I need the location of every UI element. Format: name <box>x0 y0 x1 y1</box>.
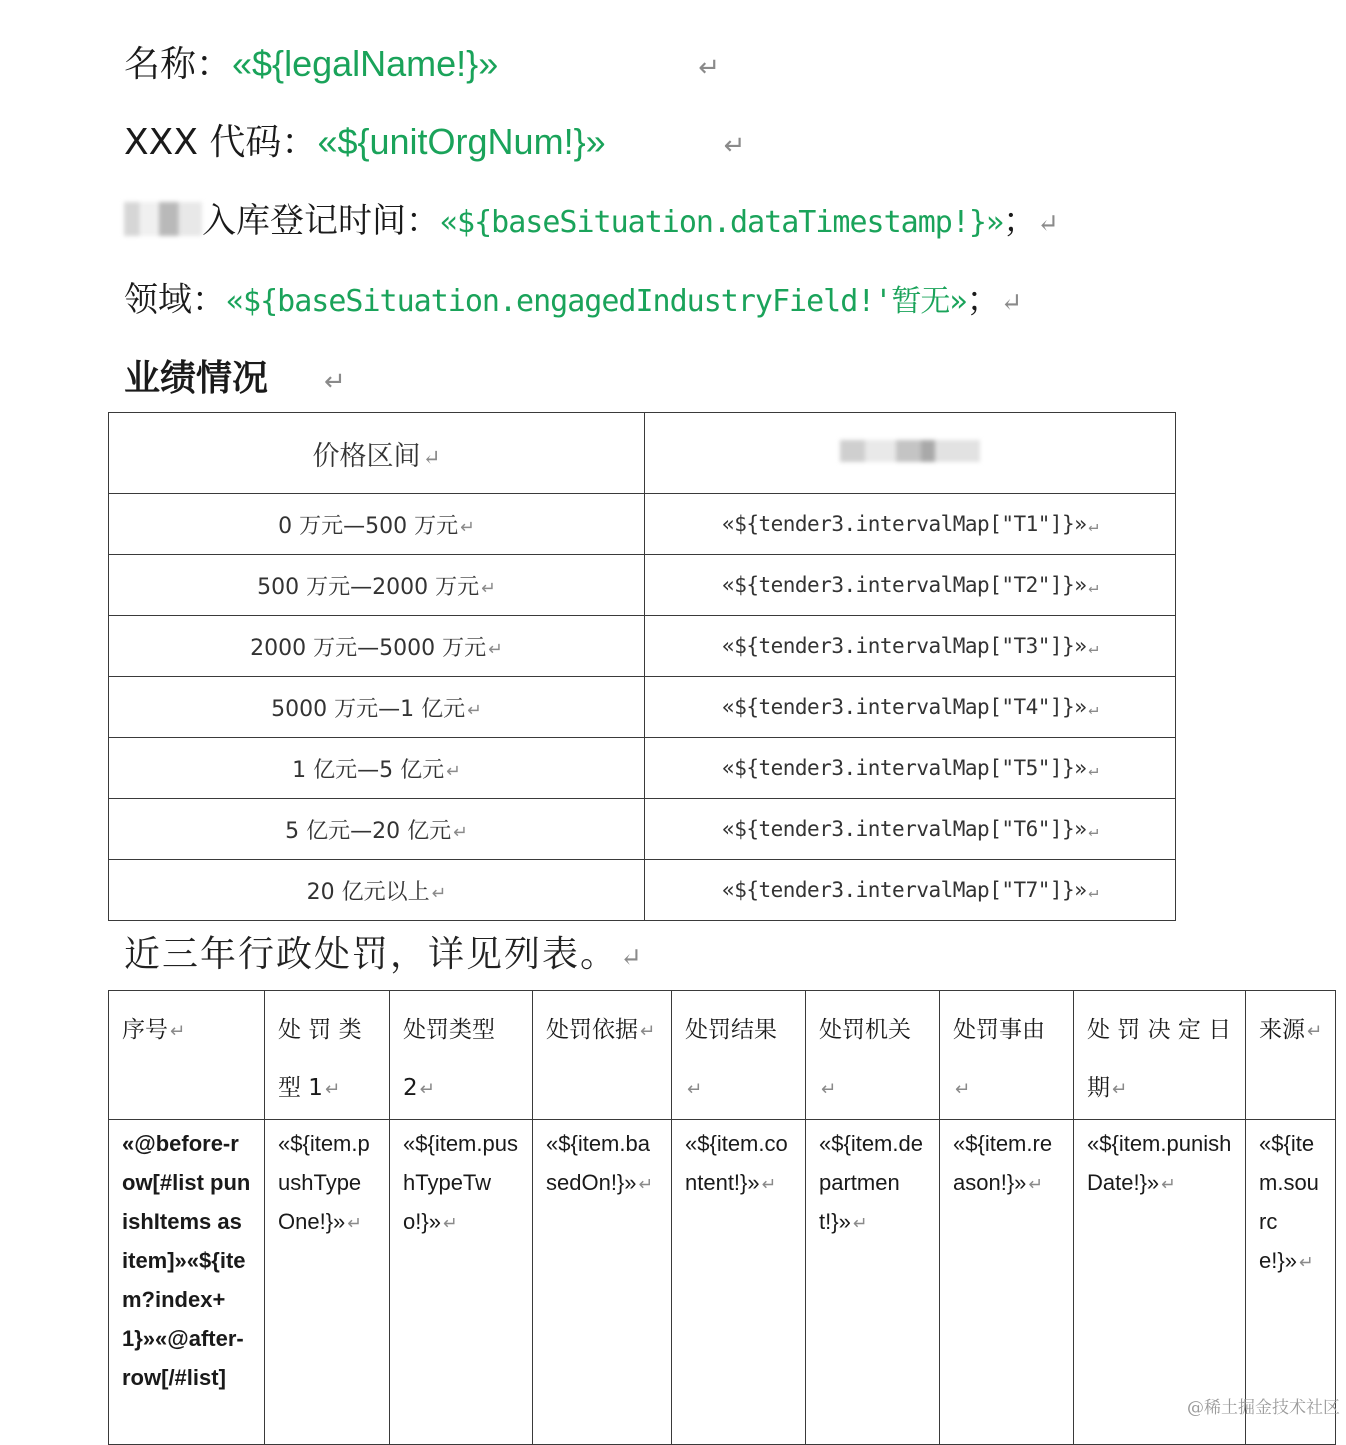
value-cell <box>645 738 1176 799</box>
intro-text: 近三年行政处罚，详见列表。 <box>124 934 619 975</box>
field-suffix: ； <box>1003 201 1038 241</box>
paragraph-mark-icon: ↵ <box>1088 637 1098 657</box>
performance-table <box>108 412 1176 921</box>
header-text: 处罚结果 <box>685 1017 777 1043</box>
paragraph-mark-icon: ↵ <box>1028 1174 1044 1194</box>
paragraph-mark-icon: ↵ <box>698 53 721 83</box>
field-label: XXX 代码： <box>124 122 318 163</box>
template-cell <box>672 1120 806 1445</box>
paragraph-mark-icon: ↵ <box>620 943 644 973</box>
template-placeholder: «${tender3.intervalMap["T6"]}» <box>722 817 1087 841</box>
paragraph-mark-icon: ↵ <box>761 1174 777 1194</box>
template-cell <box>109 1120 265 1445</box>
range-text: 0 万元—500 万元 <box>278 513 459 539</box>
header-price-range <box>109 413 645 494</box>
table-row <box>109 616 1176 677</box>
paragraph-mark-icon: ↵ <box>1000 288 1023 318</box>
template-placeholder: «${tender3.intervalMap["T5"]}» <box>722 756 1087 780</box>
template-cell <box>390 1120 533 1445</box>
value-cell <box>645 494 1176 555</box>
paragraph-mark-icon: ↵ <box>1088 515 1098 535</box>
paragraph-mark-icon: ↵ <box>481 578 496 599</box>
template-placeholder: «@before-row[#list punishItems as item]»«${item?index+1}»«@after-row[/#list] <box>122 1131 251 1390</box>
range-cell <box>109 555 645 616</box>
paragraph-mark-icon: ↵ <box>852 1213 868 1233</box>
paragraph-mark-icon: ↵ <box>1112 1079 1128 1100</box>
template-cell <box>533 1120 672 1445</box>
table-row <box>109 1120 1336 1445</box>
header-text: 处罚事由 <box>953 1017 1045 1043</box>
paragraph-mark-icon: ↵ <box>1088 759 1098 779</box>
paragraph-mark-icon: ↵ <box>1161 1174 1176 1194</box>
paragraph-mark-icon: ↵ <box>1088 698 1098 718</box>
heading-text: 业绩情况 <box>124 358 269 399</box>
paragraph-mark-icon: ↵ <box>431 883 447 904</box>
range-cell <box>109 677 645 738</box>
paragraph-mark-icon: ↵ <box>1088 820 1098 840</box>
template-placeholder: «${item.basedOn!}» <box>546 1131 650 1195</box>
template-placeholder: «${tender3.intervalMap["T2"]}» <box>722 573 1087 597</box>
template-placeholder: «${legalName!}» <box>232 43 499 84</box>
paragraph-mark-icon: ↵ <box>467 700 482 721</box>
template-placeholder: «${baseSituation.dataTimestamp!}» <box>440 205 1004 240</box>
template-placeholder: «${item.pushTypeTwo!}» <box>403 1131 518 1234</box>
range-cell <box>109 738 645 799</box>
range-cell <box>109 494 645 555</box>
template-cell <box>806 1120 940 1445</box>
punishment-table <box>108 990 1336 1445</box>
paragraph-mark-icon: ↵ <box>723 131 746 161</box>
header-text: 处 罚 决 定 日 期 <box>1087 1017 1232 1101</box>
table-row <box>109 738 1176 799</box>
paragraph-mark-icon: ↵ <box>347 1213 363 1233</box>
header-cell <box>265 991 390 1120</box>
performance-heading <box>124 350 346 401</box>
header-text: 处 罚 类 型 1 <box>278 1017 362 1101</box>
table-header-row <box>109 991 1336 1120</box>
header-cell <box>390 991 533 1120</box>
template-placeholder: «${tender3.intervalMap["T7"]}» <box>722 878 1087 902</box>
paragraph-mark-icon: ↵ <box>640 1021 656 1042</box>
table-row <box>109 860 1176 921</box>
paragraph-mark-icon: ↵ <box>460 517 475 538</box>
header-cell <box>672 991 806 1120</box>
header-text: 来源 <box>1259 1017 1305 1043</box>
template-placeholder: «${baseSituation.engagedIndustryField!'暂无» <box>226 284 967 319</box>
table-row <box>109 799 1176 860</box>
paragraph-mark-icon: ↵ <box>324 367 346 397</box>
value-cell <box>645 799 1176 860</box>
paragraph-mark-icon: ↵ <box>170 1021 186 1042</box>
template-cell <box>940 1120 1074 1445</box>
field-label: 名称： <box>124 44 233 85</box>
paragraph-mark-icon: ↵ <box>1088 576 1098 596</box>
header-cell <box>940 991 1074 1120</box>
template-placeholder: «${unitOrgNum!}» <box>317 121 606 162</box>
template-placeholder: «${tender3.intervalMap["T3"]}» <box>722 634 1087 658</box>
punishment-intro <box>124 926 644 977</box>
field-industry <box>124 272 1022 321</box>
field-name <box>124 36 720 87</box>
header-cell <box>533 991 672 1120</box>
header-cell <box>109 991 265 1120</box>
range-text: 2000 万元—5000 万元 <box>250 635 487 661</box>
header-text: 处罚类型 2 <box>403 1017 495 1101</box>
range-cell <box>109 616 645 677</box>
template-placeholder: «${item.reason!}» <box>953 1131 1053 1195</box>
field-register-time <box>124 193 1059 242</box>
value-cell <box>645 677 1176 738</box>
paragraph-mark-icon: ↵ <box>419 1079 436 1100</box>
range-cell <box>109 860 645 921</box>
range-text: 500 万元—2000 万元 <box>257 574 480 600</box>
template-placeholder: «${item.department!}» <box>819 1131 923 1234</box>
template-placeholder: «${item.pushTypeOne!}» <box>278 1131 370 1234</box>
paragraph-mark-icon: ↵ <box>1298 1252 1314 1272</box>
paragraph-mark-icon: ↵ <box>638 1174 654 1194</box>
paragraph-mark-icon: ↵ <box>442 1213 458 1233</box>
range-text: 5000 万元—1 亿元 <box>271 696 466 722</box>
template-cell <box>265 1120 390 1445</box>
range-text: 20 亿元以上 <box>306 879 430 905</box>
field-code <box>124 114 745 165</box>
paragraph-mark-icon: ↵ <box>955 1079 971 1100</box>
field-label: 入库登记时间： <box>202 201 440 241</box>
header-cell <box>806 991 940 1120</box>
paragraph-mark-icon: ↵ <box>687 1079 703 1100</box>
field-suffix: ； <box>966 280 1001 320</box>
template-placeholder: «${item.source!}» <box>1259 1131 1319 1273</box>
table-row <box>109 494 1176 555</box>
field-label: 领域： <box>124 280 226 320</box>
range-text: 5 亿元—20 亿元 <box>285 818 452 844</box>
range-text: 1 亿元—5 亿元 <box>292 757 445 783</box>
value-cell <box>645 860 1176 921</box>
paragraph-mark-icon: ↵ <box>446 761 461 782</box>
watermark: @稀土掘金技术社区 <box>1187 1398 1340 1418</box>
template-placeholder: «${item.content!}» <box>685 1131 788 1195</box>
redacted-text <box>124 202 202 236</box>
paragraph-mark-icon: ↵ <box>1307 1021 1323 1042</box>
paragraph-mark-icon: ↵ <box>324 1079 341 1100</box>
range-cell <box>109 799 645 860</box>
redacted-text <box>840 440 980 462</box>
template-placeholder: «${tender3.intervalMap["T1"]}» <box>722 512 1087 536</box>
header-text: 处罚依据 <box>546 1017 638 1043</box>
table-header-row <box>109 413 1176 494</box>
header-cell <box>1246 991 1336 1120</box>
paragraph-mark-icon: ↵ <box>1088 881 1098 901</box>
paragraph-mark-icon: ↵ <box>422 445 441 471</box>
header-cell <box>1074 991 1246 1120</box>
header-text: 处罚机关 <box>819 1017 911 1043</box>
value-cell <box>645 555 1176 616</box>
table-row <box>109 677 1176 738</box>
template-placeholder: «${item.punishDate!}» <box>1087 1131 1232 1195</box>
table-row <box>109 555 1176 616</box>
paragraph-mark-icon: ↵ <box>453 822 468 843</box>
paragraph-mark-icon: ↵ <box>821 1079 837 1100</box>
paragraph-mark-icon: ↵ <box>488 639 503 660</box>
template-placeholder: «${tender3.intervalMap["T4"]}» <box>722 695 1087 719</box>
header-count-redacted <box>645 413 1176 494</box>
header-text: 价格区间 <box>312 440 421 472</box>
value-cell <box>645 616 1176 677</box>
paragraph-mark-icon: ↵ <box>1037 209 1059 239</box>
header-text: 序号 <box>122 1017 168 1043</box>
